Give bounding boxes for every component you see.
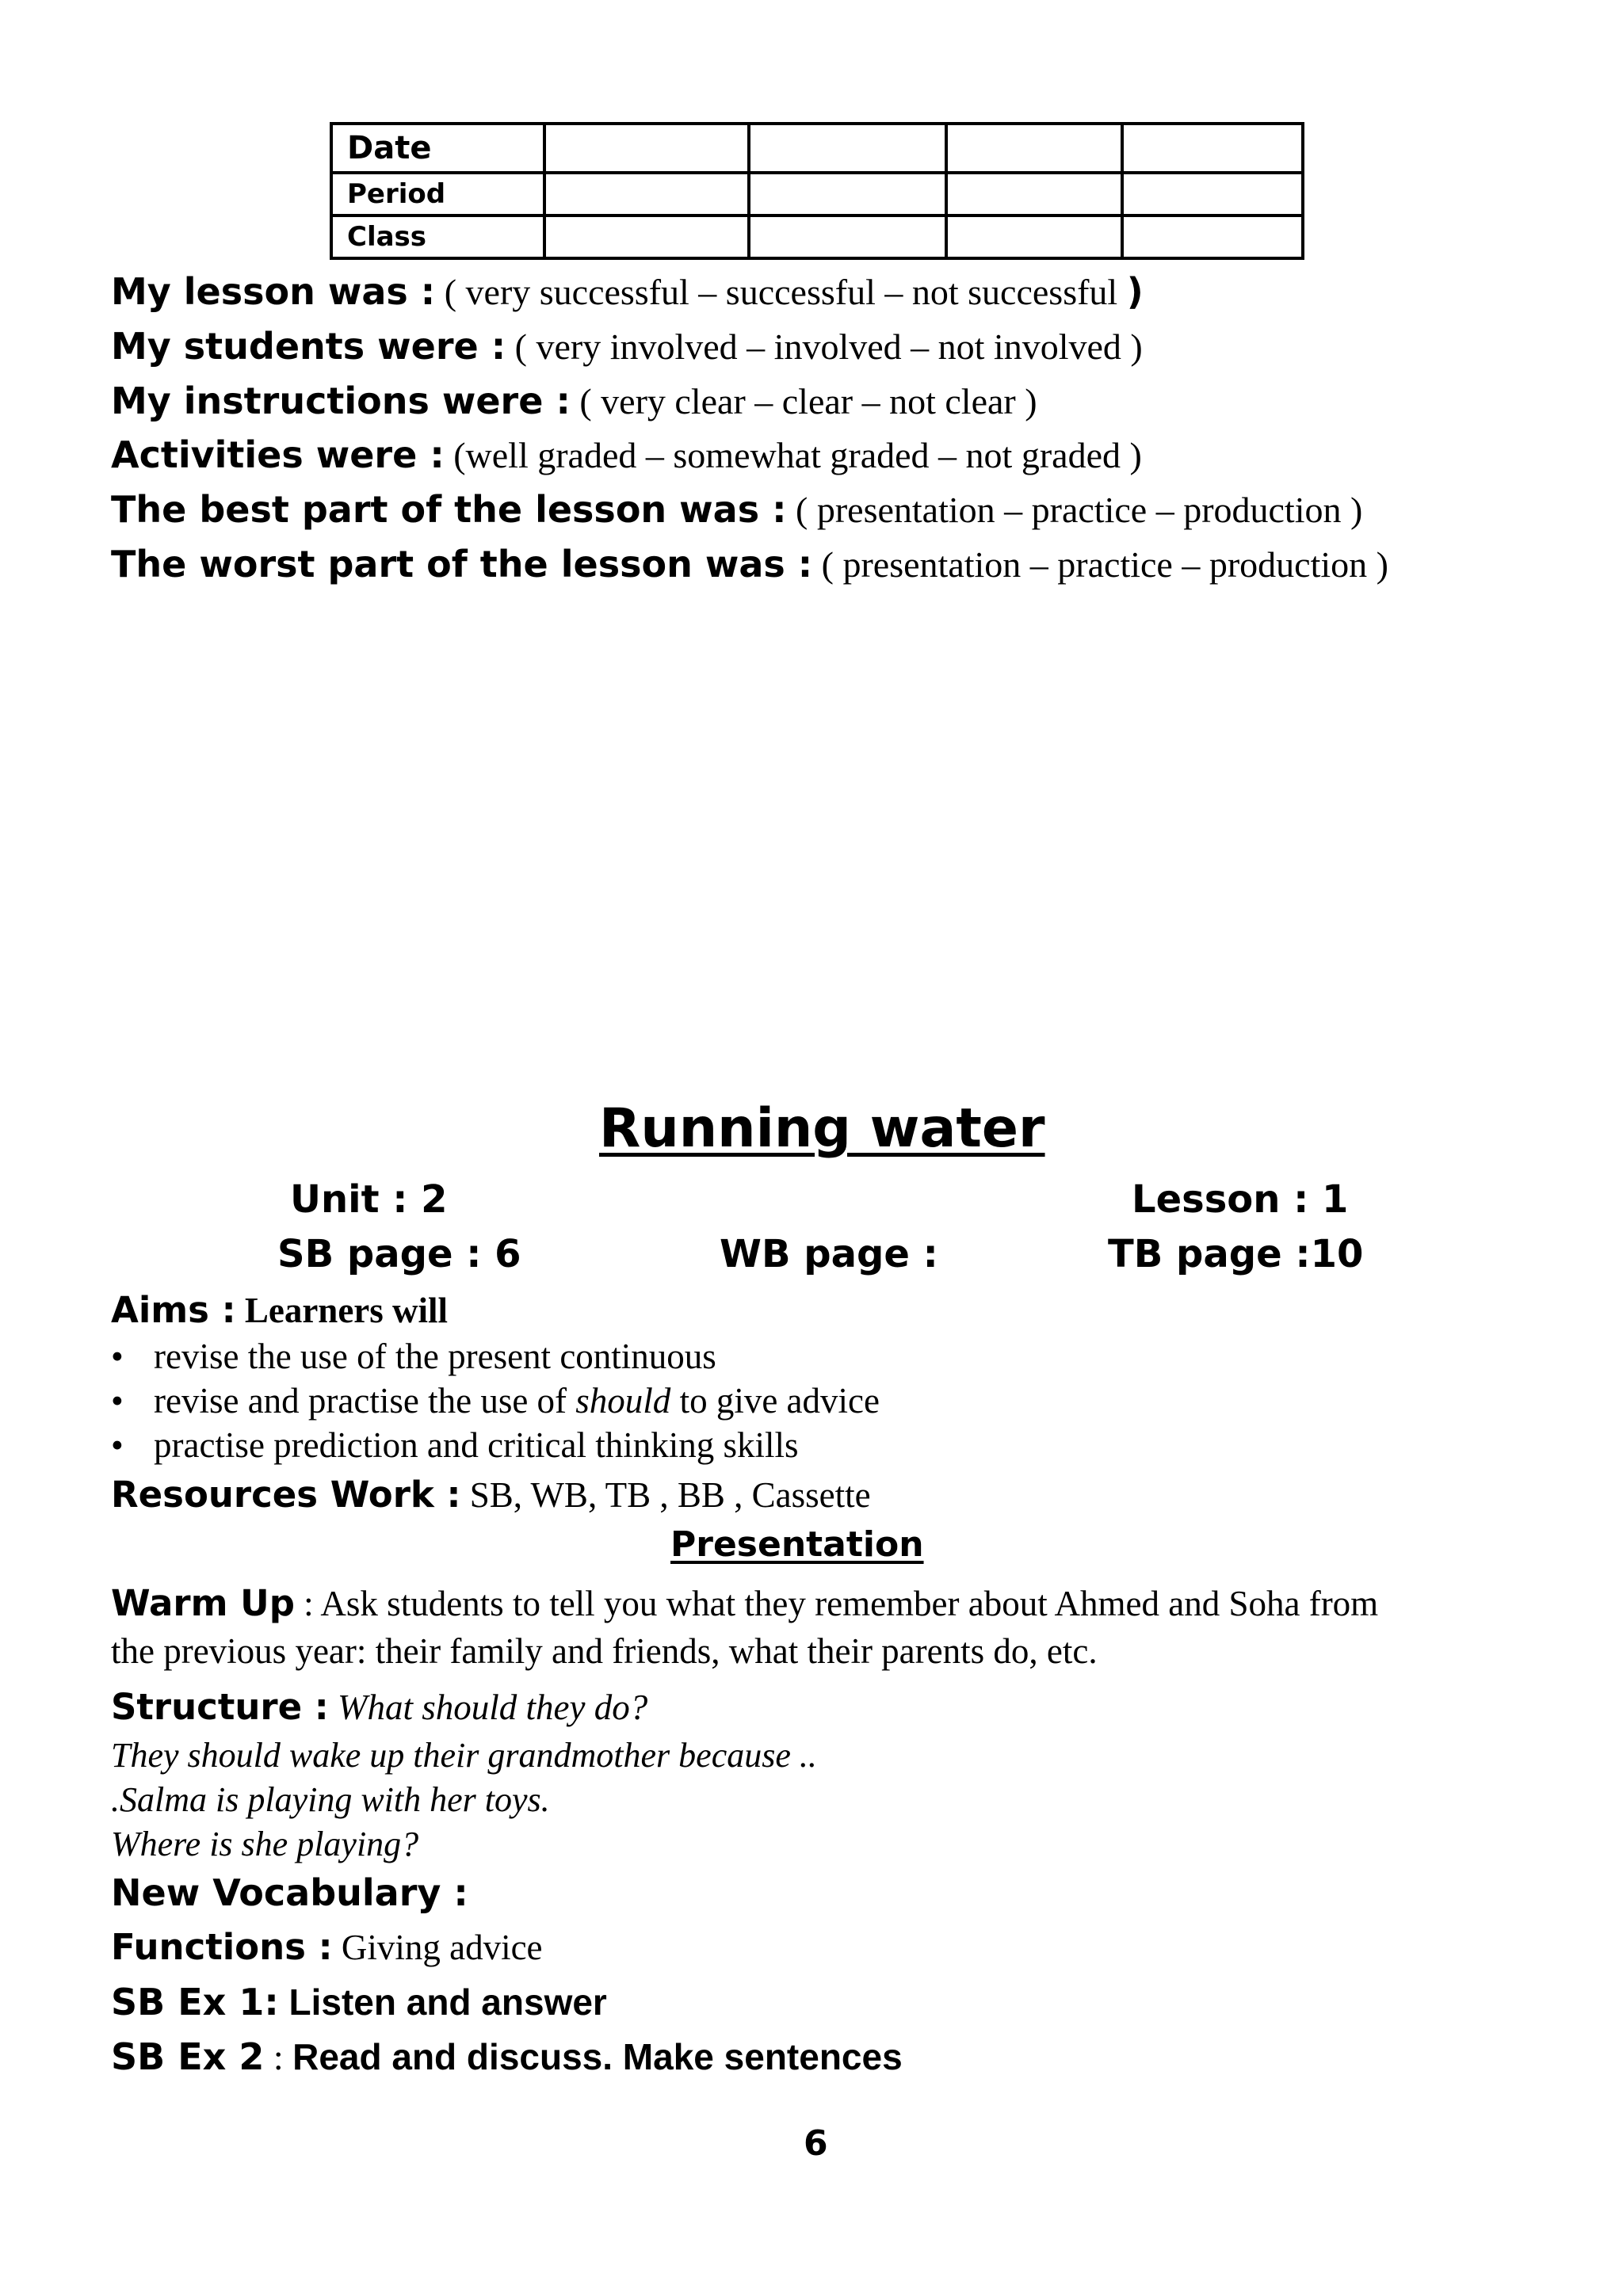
- reflection-label: My lesson was :: [111, 270, 436, 313]
- sb-ex1-line: [111, 1980, 607, 2024]
- aims-intro: Learners will: [235, 1291, 449, 1330]
- reflection-options: ( presentation – practice – production ): [812, 544, 1388, 585]
- lesson-number: Lesson : 1: [1132, 1177, 1349, 1222]
- row-label-period: Period: [331, 173, 544, 215]
- reflection-options: (well graded – somewhat graded – not graded ): [444, 435, 1142, 475]
- structure-label: Structure :: [111, 1686, 329, 1728]
- reflection-instructions: [111, 377, 1037, 425]
- warmup-label: Warm Up: [111, 1582, 295, 1624]
- reflection-label: The best part of the lesson was :: [111, 488, 787, 531]
- table-cell: [1122, 215, 1303, 258]
- resources-value: SB, WB, TB , BB , Cassette: [460, 1475, 871, 1515]
- warmup-line-2: the previous year: their family and friends, what their parents do, etc.: [111, 1631, 1098, 1671]
- unit-label: Unit : 2: [290, 1177, 448, 1222]
- reflection-lesson: [111, 268, 1144, 316]
- aim-item: • practise prediction and critical thinking skills: [111, 1423, 799, 1467]
- table-cell: [749, 124, 946, 173]
- table-cell: [544, 173, 749, 215]
- sb-ex1-label: SB Ex 1:: [111, 1981, 279, 2023]
- reflection-options: ( presentation – practice – production ): [786, 490, 1363, 530]
- functions-label: Functions :: [111, 1926, 333, 1968]
- table-cell: [749, 173, 946, 215]
- reflection-label: My students were :: [111, 325, 506, 368]
- reflection-label: My instructions were :: [111, 379, 571, 422]
- structure-question: What should they do?: [328, 1688, 648, 1727]
- table-cell: [1122, 124, 1303, 173]
- aim-item: • revise the use of the present continuous: [111, 1334, 716, 1379]
- sb-ex1-value: Listen and answer: [278, 1981, 607, 2023]
- reflection-options: ( very clear – clear – not clear ): [570, 381, 1037, 421]
- reflection-best-part: [111, 486, 1362, 534]
- structure-line: [111, 1685, 647, 1730]
- presentation-heading: Presentation: [670, 1524, 924, 1565]
- sb-ex2-label: SB Ex 2: [111, 2035, 265, 2078]
- reflection-students: [111, 322, 1143, 371]
- table-row-class: [331, 215, 1303, 258]
- sb-page: SB page : 6: [277, 1232, 521, 1276]
- schedule-table: [330, 122, 1304, 260]
- bullet: •: [111, 1337, 124, 1376]
- resources-label: Resources Work :: [111, 1474, 461, 1516]
- reflection-options: ( very successful – successful – not successful: [435, 272, 1127, 312]
- warmup-line-1: Warm Up : Ask students to tell you what they remember about Ahmed and Soha from: [111, 1582, 1379, 1624]
- row-label-class: Class: [331, 215, 544, 258]
- reflection-label: The worst part of the lesson was :: [111, 543, 813, 585]
- vocabulary-label: New Vocabulary :: [111, 1871, 468, 1914]
- resources-line: [111, 1473, 871, 1517]
- reflection-worst-part: [111, 540, 1388, 589]
- functions-line: [111, 1925, 543, 1970]
- lesson-title: Running water: [599, 1097, 1045, 1160]
- reflection-options: ( very involved – involved – not involved ): [506, 326, 1143, 367]
- structure-example: They should wake up their grandmother because ..: [111, 1736, 817, 1775]
- tb-page: TB page :10: [1108, 1232, 1364, 1276]
- bullet: •: [111, 1381, 124, 1421]
- table-cell: [946, 124, 1123, 173]
- table-row-date: [331, 124, 1303, 173]
- sb-ex2-value: Read and discuss. Make sentences: [292, 2036, 903, 2077]
- aims-label: Aims :: [111, 1289, 236, 1331]
- bullet: •: [111, 1425, 124, 1465]
- structure-example: .Salma is playing with her toys.: [111, 1780, 550, 1819]
- reflection-close: ): [1126, 270, 1144, 313]
- page-number: 6: [804, 2123, 828, 2164]
- table-cell: [544, 124, 749, 173]
- aim-item: • revise and practise the use of should to give advice: [111, 1379, 880, 1423]
- structure-example: Where is she playing?: [111, 1825, 419, 1863]
- table-row-period: [331, 173, 1303, 215]
- table-cell: [1122, 173, 1303, 215]
- row-label-date: Date: [331, 124, 544, 173]
- wb-page: WB page :: [720, 1232, 938, 1276]
- table-cell: [749, 215, 946, 258]
- table-cell: [946, 215, 1123, 258]
- reflection-activities: [111, 431, 1142, 479]
- reflection-label: Activities were :: [111, 433, 445, 476]
- sb-ex2-line: SB Ex 2 : Read and discuss. Make sentences: [111, 2035, 903, 2078]
- table-cell: [946, 173, 1123, 215]
- table-cell: [544, 215, 749, 258]
- aims-heading: [111, 1288, 448, 1333]
- functions-value: Giving advice: [332, 1928, 543, 1967]
